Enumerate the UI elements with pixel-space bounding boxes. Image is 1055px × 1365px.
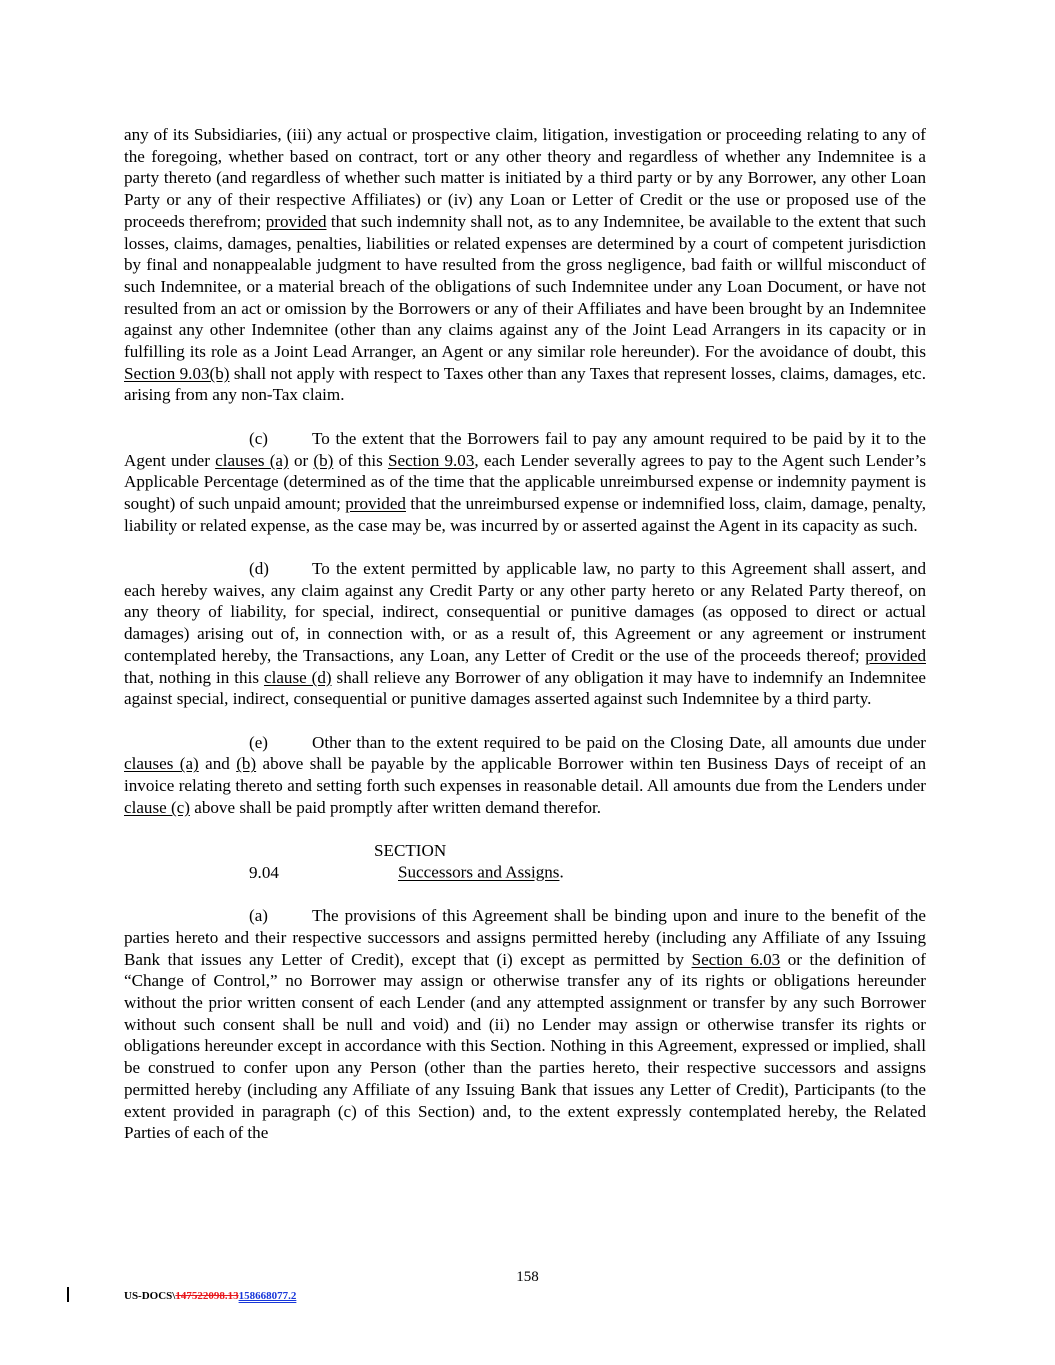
clause-label: (e) — [249, 732, 268, 752]
text-segment: or — [288, 450, 314, 470]
text-segment: above shall be paid promptly after written demand therefor. — [189, 797, 602, 817]
text-segment: The provisions of this Agreement shall be binding upon and inure to the benefit of the parties hereto and their respective successors and assigns permitted hereby (including any Affiliate of any Issuing Bank that issues any Letter of Credit), except that (i) except as permitted by — [124, 906, 926, 969]
text-segment: shall not apply with respect to Taxes other than any Taxes that represent losses, claims, damages, etc. arising from any non-Tax claim. — [124, 363, 926, 405]
paragraph-d — [124, 558, 926, 710]
defined-term-provided: provided — [265, 211, 327, 231]
clause-label: (c) — [249, 428, 268, 448]
paragraph-indemnity-continued — [124, 124, 926, 406]
text-segment: shall relieve any Borrower of any obligation it may have to indemnify an Indemnitee against special, indirect, consequential or punitive damages asserted against such Indemnitee by a third party. — [124, 667, 927, 709]
text-segment: that such indemnity shall not, as to any Indemnitee, be available to the extent that such losses, claims, damages, penalties, liabilities or related expenses are determined by a court of competent jurisdiction by final and nonappealable judgment to have resulted from the gross negligence, bad faith or willful misconduct of such Indemnitee, or a material breach of the obligations of such Indemnitee under any Loan Document, or have not resulted from an act or omission by the Borrowers or any of their Affiliates and have been brought by an Indemnitee against any other Indemnitee (other than any claims against any of the Joint Lead Arrangers in its capacity or in fulfilling its role as a Joint Lead Arranger, an Agent or any similar role hereunder). For the avoidance of doubt, this — [124, 211, 927, 362]
text-segment: that the unreimbursed expense or indemnified loss, claim, damage, penalty, liability or related expense, as the case may be, was incurred by or asserted against the Agent in its capacity as such. — [124, 493, 926, 535]
document-body — [124, 124, 926, 1144]
section-heading — [124, 840, 926, 883]
text-segment: Other than to the extent required to be paid on the Closing Date, all amounts due under — [312, 732, 926, 752]
paragraph-e — [124, 732, 926, 819]
cross-reference[interactable]: (b) — [236, 754, 257, 774]
text-segment: or the definition of “Change of Control,” no Borrower may assign or otherwise transfer any of its rights or obligations hereunder without the prior written consent of each Lender (and any attempted assignment or transfer by any such Borrower without such consent shall be null and void) and (ii) no Lender may assign or otherwise transfer its rights or obligations hereunder except in accordance with this Section. Nothing in this Agreement, expressed or implied, shall be construed to confer upon any Person (other than the parties hereto, their respective successors and assigns permitted hereby (including any Affiliate of any Issuing Bank that issues any Letter of Credit), Participants (to the extent provided in paragraph (c) of this Section) and, to the extent expressly contemplated hereby, the Related Parties of each of the — [124, 949, 926, 1143]
cross-reference[interactable]: Section 9.03(b) — [124, 363, 230, 383]
page-number: 158 — [516, 1269, 539, 1285]
text-segment: of this — [333, 450, 388, 470]
cross-reference[interactable]: clauses (a) — [124, 754, 199, 774]
clause-label: (a) — [249, 906, 268, 926]
cross-reference[interactable]: clauses (a) — [215, 450, 289, 470]
cross-reference[interactable]: Section 9.03 — [387, 450, 475, 470]
section-title-period: . — [559, 862, 564, 882]
cross-reference[interactable]: clause (d) — [263, 667, 332, 687]
text-segment: that, nothing in this — [124, 667, 264, 687]
document-id — [124, 1290, 296, 1302]
text-segment: any of its Subsidiaries, (iii) any actual or prospective claim, litigation, investigation or proceeding relating to any of the foregoing, whether based on contract, tort or any other theory and regardless of whether any Indemnitee is a party thereto (and regardless of whether such matter is initiated by a third party or by any Borrower, any other Loan Party or any of their respective Affiliates) or (iv) any Loan or Letter of Credit or the use or proposed use of the proceeds therefrom; — [124, 125, 926, 231]
section-number: SECTION 9.04 — [249, 841, 447, 882]
doc-id-prefix: US-DOCS\ — [124, 1290, 176, 1302]
clause-label: (d) — [249, 559, 269, 579]
doc-id-deleted: 147522098.13 — [175, 1290, 239, 1302]
change-bar — [67, 1287, 69, 1302]
text-segment: , each Lender severally agrees to pay to the Agent such Lender’s Applicable Percentage (determined as of the time that the applicable unreimbursed expense or indemnity payment is sought) of such unpaid amount; — [124, 450, 926, 513]
defined-term-provided: provided — [865, 645, 926, 665]
cross-reference[interactable]: Section 6.03 — [691, 949, 781, 969]
doc-id-inserted: 158668077.2 — [238, 1290, 297, 1302]
text-segment: To the extent permitted by applicable law, no party to this Agreement shall assert, and each hereby waives, any claim against any Credit Party or any other party hereto or any Related Party thereof, on any theory of liability, for special, indirect, consequential or punitive damages (as opposed to direct or actual damages) arising out of, in connection with, or as a result of, this Agreement or any agreement or instrument contemplated hereby, the Transactions, any Loan, any Letter of Credit or the use of the proceeds thereof; — [124, 559, 926, 665]
text-segment: To the extent that the Borrowers fail to pay any amount required to be paid by it to the Agent under — [124, 428, 926, 470]
text-segment: and — [198, 754, 237, 774]
cross-reference[interactable]: (b) — [313, 450, 334, 470]
paragraph-904-a — [124, 905, 926, 1144]
cross-reference[interactable]: clause (c) — [124, 797, 190, 817]
text-segment: above shall be payable by the applicable Borrower within ten Business Days of receipt of an invoice relating thereto and setting forth such expenses in reasonable detail. All amounts due from the Lenders under — [124, 754, 927, 796]
section-title: Successors and Assigns — [398, 862, 560, 882]
paragraph-c — [124, 428, 926, 537]
defined-term-provided: provided — [345, 493, 406, 513]
